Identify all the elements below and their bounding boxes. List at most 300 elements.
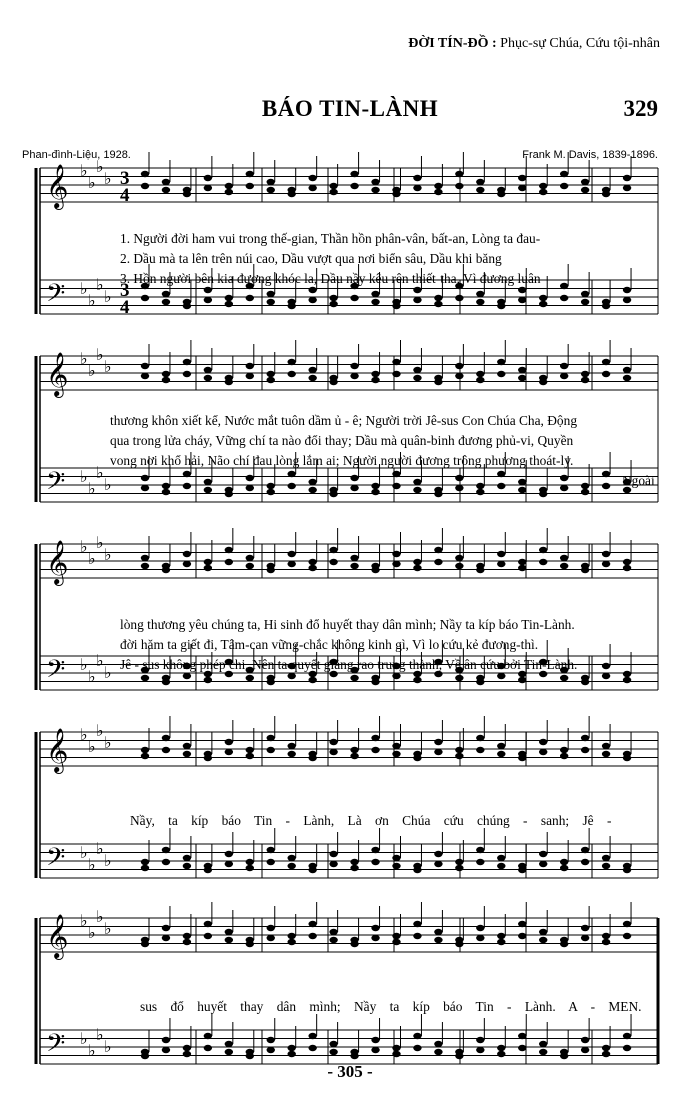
note-head (602, 663, 610, 669)
note-head (225, 1049, 233, 1055)
note-head (141, 555, 149, 561)
note-head (623, 375, 631, 381)
note-head (560, 555, 568, 561)
note-head (602, 359, 610, 365)
note-head (413, 1045, 421, 1051)
note-head (329, 937, 337, 943)
note-head (497, 359, 505, 365)
note-head (225, 861, 233, 867)
note-head (267, 489, 275, 495)
note-head (413, 367, 421, 373)
note-head (288, 939, 296, 945)
time-sig-top: 3 (120, 280, 130, 301)
note-head (204, 175, 212, 181)
note-head (288, 751, 296, 757)
note-head (539, 559, 547, 565)
note-head (329, 491, 337, 497)
note-head (329, 851, 337, 857)
note-head (623, 755, 631, 761)
note-head (329, 379, 337, 385)
note-head (329, 1041, 337, 1047)
note-head (162, 935, 170, 941)
category-label: ĐỜI TÍN-ĐỒ : (408, 36, 497, 51)
note-head (350, 675, 358, 681)
note-head (225, 379, 233, 385)
note-head (141, 183, 149, 189)
note-head (225, 559, 233, 565)
note-head (392, 933, 400, 939)
time-sig-bottom: 4 (120, 185, 130, 206)
note-head (267, 925, 275, 931)
composer-credit: Frank M. Davis, 1839-1896. (522, 149, 658, 161)
note-head (518, 565, 526, 571)
flat-icon: ♭ (80, 843, 88, 862)
note-head (476, 489, 484, 495)
note-head (162, 291, 170, 297)
note-head (497, 191, 505, 197)
note-head (623, 559, 631, 565)
note-head (371, 859, 379, 865)
note-head (539, 749, 547, 755)
note-head (560, 859, 568, 865)
note-head (518, 287, 526, 293)
note-head (581, 489, 589, 495)
note-head (413, 479, 421, 485)
flat-icon: ♭ (88, 737, 96, 756)
flat-icon: ♭ (104, 851, 112, 870)
note-head (413, 559, 421, 565)
note-head (497, 855, 505, 861)
note-head (246, 753, 254, 759)
note-head (204, 1045, 212, 1051)
note-head (434, 1041, 442, 1047)
note-head (455, 941, 463, 947)
note-head (183, 471, 191, 477)
note-head (267, 371, 275, 377)
note-head (434, 559, 442, 565)
lyric-sys3-v2: đời hăm ta giết đi, Tâm-can vững-chắc không kinh gì, Vì lo cứu kẻ đương-thì. (120, 637, 539, 652)
note-head (204, 375, 212, 381)
note-head (288, 303, 296, 309)
note-head (560, 865, 568, 871)
note-head (455, 485, 463, 491)
lyric-sys2-extra: Ngoài (622, 473, 655, 488)
note-head (246, 475, 254, 481)
lyric-sys2-v3: vong nơi khổ hải, Não chí đau lòng lắm ai; Người người đương trông phương thoát-ly. (110, 453, 574, 468)
note-head (162, 489, 170, 495)
note-head (288, 1045, 296, 1051)
note-head (476, 847, 484, 853)
note-head (560, 747, 568, 753)
note-head (204, 565, 212, 571)
note-head (267, 179, 275, 185)
note-head (581, 679, 589, 685)
note-head (455, 865, 463, 871)
note-head (162, 483, 170, 489)
note-head (288, 483, 296, 489)
note-head (371, 925, 379, 931)
note-head (581, 371, 589, 377)
note-head (518, 367, 526, 373)
note-head (329, 749, 337, 755)
note-head (623, 367, 631, 373)
note-head (267, 859, 275, 865)
note-head (246, 859, 254, 865)
note-head (623, 1045, 631, 1051)
note-head (497, 1051, 505, 1057)
note-head (434, 547, 442, 553)
note-head (162, 179, 170, 185)
note-head (392, 1051, 400, 1057)
note-head (371, 377, 379, 383)
note-head (497, 1045, 505, 1051)
note-head (518, 479, 526, 485)
note-head (455, 563, 463, 569)
note-head (371, 1037, 379, 1043)
note-head (623, 677, 631, 683)
flat-icon: ♭ (88, 361, 96, 380)
note-head (392, 359, 400, 365)
lyric-sys2-v2: qua trong lửa cháy, Vững chí ta nào đổi thay; Dầu mà quân-binh đương phủ-vi, Quyền (110, 433, 574, 448)
note-head (162, 377, 170, 383)
note-head (225, 547, 233, 553)
flat-icon: ♭ (88, 1041, 96, 1060)
note-head (623, 175, 631, 181)
flat-icon: ♭ (96, 463, 104, 482)
note-head (581, 935, 589, 941)
note-head (141, 295, 149, 301)
note-head (497, 471, 505, 477)
time-sig-bottom: 4 (120, 297, 130, 318)
note-head (162, 187, 170, 193)
note-head (267, 1037, 275, 1043)
note-head (455, 183, 463, 189)
note-head (288, 191, 296, 197)
note-head (413, 677, 421, 683)
note-head (539, 491, 547, 497)
note-head (371, 1047, 379, 1053)
note-head (581, 859, 589, 865)
note-head (141, 563, 149, 569)
lyric-sys3-v1: lòng thương yêu chúng ta, Hi sinh đổ huyết thay dân mình; Nầy ta kíp báo Tin-Lành. (120, 617, 575, 632)
note-head (581, 567, 589, 573)
note-head (623, 1033, 631, 1039)
note-head (539, 1041, 547, 1047)
note-head (392, 1045, 400, 1051)
note-head (204, 921, 212, 927)
note-head (267, 187, 275, 193)
note-head (225, 491, 233, 497)
note-head (413, 565, 421, 571)
note-head (392, 191, 400, 197)
note-head (560, 283, 568, 289)
note-head (308, 565, 316, 571)
note-head (602, 191, 610, 197)
flat-icon: ♭ (80, 349, 88, 368)
note-head (476, 187, 484, 193)
flat-icon: ♭ (96, 533, 104, 552)
note-head (141, 941, 149, 947)
note-head (602, 673, 610, 679)
note-head (308, 677, 316, 683)
note-head (539, 547, 547, 553)
note-head (539, 379, 547, 385)
note-head (308, 487, 316, 493)
note-head (434, 295, 442, 301)
note-head (497, 751, 505, 757)
note-head (392, 303, 400, 309)
note-head (581, 187, 589, 193)
note-head (308, 367, 316, 373)
flat-icon: ♭ (104, 357, 112, 376)
note-head (602, 551, 610, 557)
note-head (497, 673, 505, 679)
note-head (162, 1037, 170, 1043)
note-head (204, 755, 212, 761)
note-head (308, 921, 316, 927)
note-head (308, 297, 316, 303)
note-head (581, 847, 589, 853)
note-head (371, 187, 379, 193)
note-head (602, 1045, 610, 1051)
note-head (434, 189, 442, 195)
treble-clef-icon: 𝄞 (46, 914, 69, 958)
note-head (246, 563, 254, 569)
note-head (497, 743, 505, 749)
note-head (413, 297, 421, 303)
note-head (455, 373, 463, 379)
note-head (371, 567, 379, 573)
note-head (392, 751, 400, 757)
note-head (183, 551, 191, 557)
note-head (204, 479, 212, 485)
note-head (267, 935, 275, 941)
note-head (455, 859, 463, 865)
note-head (162, 679, 170, 685)
note-head (581, 925, 589, 931)
note-head (476, 935, 484, 941)
note-head (162, 299, 170, 305)
note-head (183, 939, 191, 945)
bass-clef-icon: 𝄢 (46, 655, 66, 690)
note-head (623, 921, 631, 927)
note-head (539, 937, 547, 943)
note-head (225, 851, 233, 857)
lyric-sys5: sus đổ huyết thay dân mình; Nầy ta kíp báo Tin - Lành. A - MEN. (140, 999, 642, 1014)
flat-icon: ♭ (104, 169, 112, 188)
note-head (204, 287, 212, 293)
note-head (602, 855, 610, 861)
note-head (225, 739, 233, 745)
note-head (413, 921, 421, 927)
note-head (623, 287, 631, 293)
flat-icon: ♭ (88, 549, 96, 568)
note-head (581, 1037, 589, 1043)
note-head (350, 1053, 358, 1059)
note-head (350, 563, 358, 569)
note-head (476, 1047, 484, 1053)
note-head (539, 301, 547, 307)
flat-icon: ♭ (104, 919, 112, 938)
note-head (602, 561, 610, 567)
note-head (308, 559, 316, 565)
note-head (371, 179, 379, 185)
treble-clef-icon: 𝄞 (46, 164, 69, 208)
note-head (329, 183, 337, 189)
note-head (392, 863, 400, 869)
note-head (602, 483, 610, 489)
note-head (162, 371, 170, 377)
note-head (371, 935, 379, 941)
note-head (204, 297, 212, 303)
flat-icon: ♭ (80, 655, 88, 674)
note-head (455, 747, 463, 753)
note-head (204, 559, 212, 565)
note-head (350, 295, 358, 301)
note-head (246, 747, 254, 753)
note-head (560, 475, 568, 481)
note-head (288, 371, 296, 377)
note-head (539, 295, 547, 301)
note-head (329, 547, 337, 553)
note-head (602, 939, 610, 945)
flat-icon: ♭ (88, 667, 96, 686)
flat-icon: ♭ (80, 1029, 88, 1048)
note-head (413, 287, 421, 293)
note-head (413, 175, 421, 181)
note-head (183, 743, 191, 749)
hymn-title: BÁO TIN-LÀNH (261, 96, 439, 121)
note-head (141, 485, 149, 491)
note-head (308, 1045, 316, 1051)
note-head (518, 297, 526, 303)
note-head (476, 377, 484, 383)
note-head (308, 375, 316, 381)
note-head (560, 485, 568, 491)
note-head (288, 863, 296, 869)
note-head (329, 295, 337, 301)
note-head (497, 933, 505, 939)
note-head (329, 189, 337, 195)
note-head (392, 483, 400, 489)
note-head (413, 933, 421, 939)
note-head (204, 933, 212, 939)
note-head (267, 483, 275, 489)
note-head (602, 743, 610, 749)
note-head (350, 859, 358, 865)
flat-icon: ♭ (88, 479, 96, 498)
note-head (560, 675, 568, 681)
flat-icon: ♭ (104, 545, 112, 564)
note-head (183, 1045, 191, 1051)
note-head (560, 753, 568, 759)
note-head (434, 929, 442, 935)
note-head (455, 675, 463, 681)
note-head (455, 555, 463, 561)
note-head (308, 755, 316, 761)
note-head (267, 299, 275, 305)
note-head (308, 933, 316, 939)
note-head (371, 483, 379, 489)
note-head (497, 303, 505, 309)
flat-icon: ♭ (104, 663, 112, 682)
note-head (560, 171, 568, 177)
note-head (141, 865, 149, 871)
note-head (183, 1051, 191, 1057)
note-head (392, 743, 400, 749)
note-head (267, 747, 275, 753)
note-head (413, 375, 421, 381)
note-head (581, 747, 589, 753)
note-head (539, 929, 547, 935)
note-head (267, 735, 275, 741)
note-head (581, 735, 589, 741)
bass-clef-icon: 𝄢 (46, 467, 66, 502)
staff-lines (36, 157, 658, 1064)
note-head (476, 747, 484, 753)
flat-icon: ♭ (80, 537, 88, 556)
note-head (225, 189, 233, 195)
flat-icon: ♭ (80, 279, 88, 298)
note-head (246, 485, 254, 491)
note-head (560, 183, 568, 189)
note-head (225, 937, 233, 943)
note-head (434, 749, 442, 755)
note-head (539, 183, 547, 189)
note-head (581, 291, 589, 297)
note-head (350, 747, 358, 753)
note-head (476, 483, 484, 489)
note-head (267, 1047, 275, 1053)
note-head (350, 865, 358, 871)
time-sig-top: 3 (120, 168, 130, 189)
note-head (308, 867, 316, 873)
note-head (183, 673, 191, 679)
note-head (288, 561, 296, 567)
note-head (246, 675, 254, 681)
note-head (539, 1049, 547, 1055)
note-head (162, 567, 170, 573)
note-head (246, 865, 254, 871)
note-head (183, 751, 191, 757)
note-head (141, 475, 149, 481)
note-head (350, 753, 358, 759)
note-head (497, 561, 505, 567)
note-head (434, 301, 442, 307)
note-head (560, 295, 568, 301)
note-head (560, 363, 568, 369)
flat-icon: ♭ (96, 907, 104, 926)
note-head (225, 929, 233, 935)
note-head (392, 939, 400, 945)
note-head (162, 735, 170, 741)
flat-icon: ♭ (88, 855, 96, 874)
subcategory-label: Phục-sự Chúa, Cứu tội-nhân (500, 36, 660, 51)
note-head (225, 301, 233, 307)
note-head (183, 191, 191, 197)
note-head (225, 1041, 233, 1047)
note-head (225, 749, 233, 755)
note-head (204, 1033, 212, 1039)
flat-icon: ♭ (88, 923, 96, 942)
note-head (455, 171, 463, 177)
note-head (434, 491, 442, 497)
lyric-sys1-v2: 2. Dầu mà ta lên trên núi cao, Dầu vượt qua nơi biển sâu, Dầu khi băng (120, 251, 502, 266)
note-head (518, 559, 526, 565)
note-head (267, 567, 275, 573)
note-head (204, 867, 212, 873)
flat-icon: ♭ (80, 725, 88, 744)
